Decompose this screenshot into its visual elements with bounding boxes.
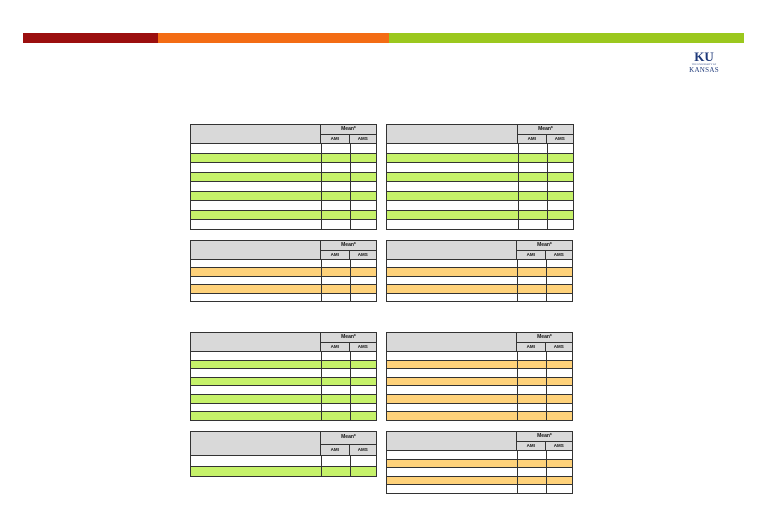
table-row (386, 260, 573, 268)
table-cell-divider (321, 412, 322, 420)
table-row (190, 294, 377, 302)
table-cell-divider (321, 456, 322, 466)
table-header-ami: AMI (320, 250, 350, 260)
table-cell-divider (518, 154, 519, 163)
table-cell-divider (350, 211, 351, 220)
table-cell-divider (546, 477, 547, 485)
table-header-mean: Mean* (516, 332, 573, 343)
table-cell-divider (546, 378, 547, 386)
table-cell-divider (517, 378, 518, 386)
table-row (190, 456, 377, 467)
table-row (190, 192, 377, 202)
table-cell-divider (518, 182, 519, 191)
table-header-label-cell (386, 124, 518, 144)
table-cell-divider (547, 144, 548, 153)
table-header-mean: Mean* (517, 124, 574, 135)
table-row (386, 369, 573, 378)
table-cell-divider (350, 294, 351, 301)
table-row (190, 404, 377, 413)
table-cell-divider (546, 361, 547, 369)
table-cell-divider (546, 404, 547, 412)
table-cell-divider (350, 378, 351, 386)
table-cell-divider (321, 173, 322, 182)
table-header-ams: AMS (545, 441, 574, 451)
table-cell-divider (321, 211, 322, 220)
table-cell-divider (546, 277, 547, 284)
table-cell-divider (350, 395, 351, 403)
table-cell-divider (546, 485, 547, 493)
table-row (190, 154, 377, 164)
table-cell-divider (517, 361, 518, 369)
table-cell-divider (350, 361, 351, 369)
table-row (386, 277, 573, 285)
table-cell-divider (517, 277, 518, 284)
table-cell-divider (321, 163, 322, 172)
table-row (190, 352, 377, 361)
table-row (386, 412, 573, 421)
table-cell-divider (517, 412, 518, 420)
table-cell-divider (518, 192, 519, 201)
table-cell-divider (350, 144, 351, 153)
table-cell-divider (321, 395, 322, 403)
table-row (386, 451, 573, 460)
table-cell-divider (350, 285, 351, 292)
table-cell-divider (546, 451, 547, 459)
table-cell-divider (517, 369, 518, 377)
table-cell-divider (321, 386, 322, 394)
table-row (386, 268, 573, 276)
table-cell-divider (517, 352, 518, 360)
table-cell-divider (350, 369, 351, 377)
ku-logo (684, 50, 724, 74)
table-header-label-cell (190, 240, 321, 260)
table-row (386, 211, 574, 221)
table-cell-divider (350, 220, 351, 229)
table-cell-divider (321, 220, 322, 229)
table-cell-divider (321, 369, 322, 377)
table-header-label-cell (386, 240, 517, 260)
table-header-ami: AMI (320, 342, 350, 352)
table-header-ami: AMI (516, 250, 546, 260)
table-cell-divider (546, 285, 547, 292)
header-bar-red (23, 33, 158, 43)
table-row (386, 386, 573, 395)
table-cell-divider (321, 192, 322, 201)
table-header-ami: AMI (320, 444, 350, 457)
table-cell-divider (547, 201, 548, 210)
table-header-ami: AMI (517, 134, 547, 144)
table-cell-divider (518, 144, 519, 153)
table-row (190, 163, 377, 173)
table-cell-divider (321, 467, 322, 477)
table-cell-divider (518, 211, 519, 220)
table-row (386, 201, 574, 211)
table-cell-divider (546, 468, 547, 476)
table-row (190, 260, 377, 268)
table-cell-divider (321, 277, 322, 284)
table-row (190, 173, 377, 183)
table-row (386, 285, 573, 293)
table-row (386, 163, 574, 173)
table-cell-divider (546, 369, 547, 377)
table-cell-divider (321, 144, 322, 153)
table-cell-divider (350, 412, 351, 420)
table-cell-divider (350, 386, 351, 394)
table-cell-divider (517, 294, 518, 301)
table-cell-divider (518, 163, 519, 172)
table-header-ams: AMS (545, 342, 574, 352)
table-cell-divider (350, 154, 351, 163)
table-cell-divider (350, 192, 351, 201)
table-cell-divider (517, 477, 518, 485)
table-row (386, 361, 573, 370)
table-cell-divider (547, 192, 548, 201)
table-cell-divider (517, 468, 518, 476)
table-cell-divider (517, 395, 518, 403)
table-header-ams: AMS (349, 444, 378, 457)
table-header-label-cell (190, 332, 321, 352)
table-cell-divider (518, 173, 519, 182)
table-row (386, 154, 574, 164)
table-cell-divider (517, 285, 518, 292)
table-cell-divider (517, 404, 518, 412)
table-row (190, 201, 377, 211)
table-header-mean: Mean* (516, 431, 573, 442)
table-header-label-cell (190, 431, 321, 456)
table-row (386, 395, 573, 404)
table-cell-divider (546, 352, 547, 360)
table-cell-divider (517, 268, 518, 275)
table-cell-divider (546, 268, 547, 275)
table-cell-divider (547, 163, 548, 172)
table-header-ami: AMI (516, 342, 546, 352)
table-cell-divider (350, 182, 351, 191)
logo-university-text: THE UNIVERSITY OF (691, 63, 717, 66)
table-cell-divider (517, 260, 518, 267)
table-cell-divider (350, 456, 351, 466)
table-cell-divider (321, 404, 322, 412)
table-row (190, 285, 377, 293)
table-header-mean: Mean* (516, 240, 573, 251)
table-cell-divider (321, 260, 322, 267)
table-cell-divider (517, 460, 518, 468)
table-row (386, 220, 574, 230)
table-cell-divider (350, 260, 351, 267)
table-cell-divider (546, 412, 547, 420)
table-header-ams: AMS (349, 342, 378, 352)
table-header-label-cell (386, 431, 517, 451)
table-row (386, 378, 573, 387)
logo-kansas-text: KANSAS (689, 66, 719, 74)
table-header-mean: Mean* (320, 124, 377, 135)
table-cell-divider (546, 260, 547, 267)
table-cell-divider (321, 361, 322, 369)
table-row (386, 485, 573, 494)
table-row (386, 404, 573, 413)
table-cell-divider (321, 285, 322, 292)
table-row (386, 182, 574, 192)
table-row (386, 477, 573, 486)
table-header-ams: AMS (546, 134, 575, 144)
table-header-ams: AMS (545, 250, 574, 260)
table-cell-divider (546, 294, 547, 301)
table-cell-divider (547, 154, 548, 163)
table-row (190, 361, 377, 370)
table-header-label-cell (190, 124, 321, 144)
table-cell-divider (350, 201, 351, 210)
table-cell-divider (517, 451, 518, 459)
table-cell-divider (547, 211, 548, 220)
table-cell-divider (547, 173, 548, 182)
table-row (386, 294, 573, 302)
table-row (190, 386, 377, 395)
table-cell-divider (546, 395, 547, 403)
table-row (190, 395, 377, 404)
table-cell-divider (517, 386, 518, 394)
table-cell-divider (350, 352, 351, 360)
table-cell-divider (350, 467, 351, 477)
table-header-ams: AMS (349, 250, 378, 260)
table-row (190, 467, 377, 478)
table-cell-divider (321, 201, 322, 210)
table-cell-divider (321, 294, 322, 301)
table-cell-divider (518, 201, 519, 210)
table-row (386, 144, 574, 154)
table-row (190, 144, 377, 154)
table-row (386, 192, 574, 202)
header-bar-orange (158, 33, 389, 43)
table-cell-divider (517, 485, 518, 493)
header-bar-green (389, 33, 744, 43)
table-header-mean: Mean* (320, 332, 377, 343)
logo-ku-text: KU (694, 49, 714, 64)
table-row (190, 369, 377, 378)
table-header-ami: AMI (516, 441, 546, 451)
table-cell-divider (350, 163, 351, 172)
table-row (190, 211, 377, 221)
table-row (386, 460, 573, 469)
table-cell-divider (321, 268, 322, 275)
table-cell-divider (518, 220, 519, 229)
table-row (190, 182, 377, 192)
table-row (190, 268, 377, 276)
table-header-label-cell (386, 332, 517, 352)
table-cell-divider (321, 352, 322, 360)
table-cell-divider (321, 154, 322, 163)
table-header-ams: AMS (349, 134, 378, 144)
table-header-ami: AMI (320, 134, 350, 144)
table-row (190, 412, 377, 421)
table-cell-divider (350, 173, 351, 182)
table-row (386, 173, 574, 183)
table-row (386, 352, 573, 361)
table-cell-divider (350, 277, 351, 284)
table-cell-divider (321, 182, 322, 191)
table-row (190, 277, 377, 285)
table-header-mean: Mean* (320, 431, 377, 445)
table-row (190, 378, 377, 387)
table-row (190, 220, 377, 230)
table-cell-divider (321, 378, 322, 386)
table-cell-divider (547, 182, 548, 191)
table-cell-divider (547, 220, 548, 229)
table-cell-divider (546, 460, 547, 468)
table-cell-divider (350, 268, 351, 275)
table-cell-divider (546, 386, 547, 394)
table-header-mean: Mean* (320, 240, 377, 251)
table-cell-divider (350, 404, 351, 412)
table-row (386, 468, 573, 477)
